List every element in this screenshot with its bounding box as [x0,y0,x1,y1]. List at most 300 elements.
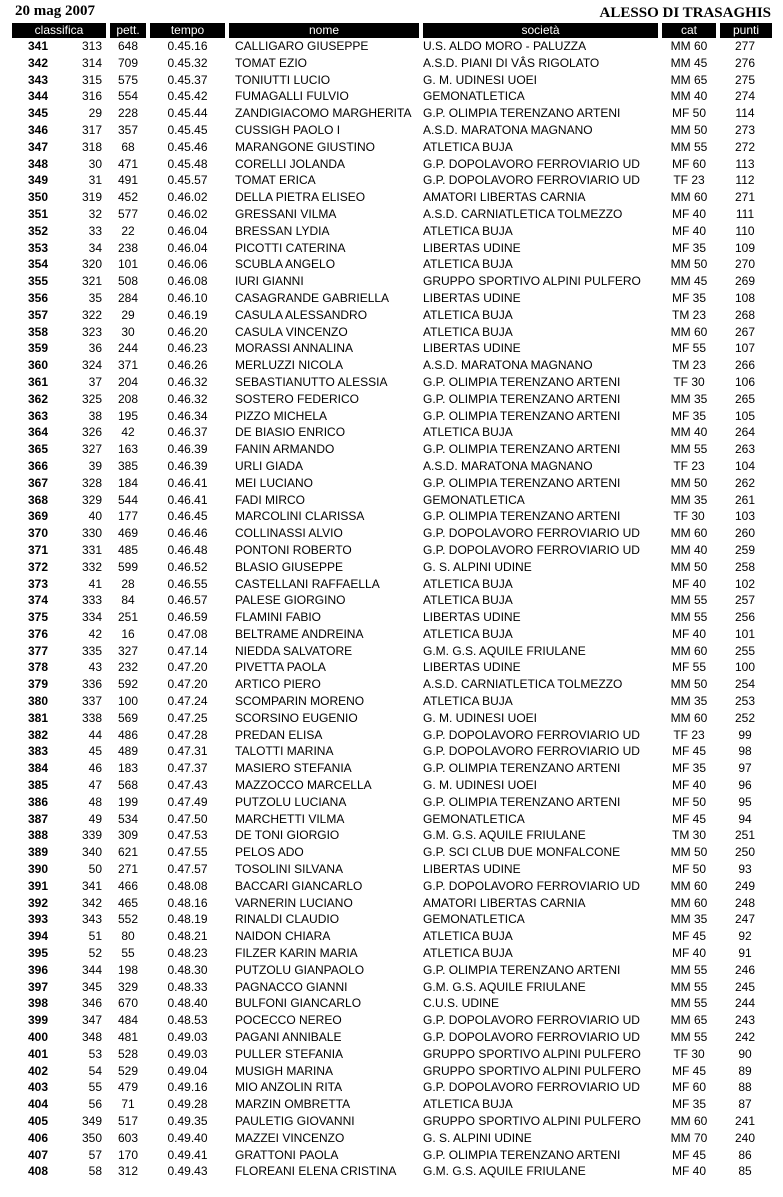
finish-time: 0.49.40 [167,1130,208,1145]
bib-number: 465 [117,895,139,910]
category-rank: 332 [81,559,102,574]
category-rank: 348 [81,1030,102,1045]
finish-time: 0.46.46 [167,526,208,541]
overall-rank: 405 [27,1114,49,1128]
bib-number: 529 [117,1063,139,1078]
category-rank: 324 [81,358,102,373]
table-row [12,307,772,324]
athlete-name: SCORSINO EUGENIO [235,710,358,725]
bib-number: 28 [121,576,135,591]
club-name: ATLETICA BUJA [423,139,513,154]
bib-number: 71 [121,1097,135,1112]
category-rank: 32 [88,206,102,221]
athlete-name: MARZIN OMBRETTA [235,1097,351,1112]
category: MM 50 [670,845,708,860]
category-rank: 333 [81,593,102,608]
category-rank: 323 [81,324,102,339]
points: 97 [738,761,752,776]
points: 112 [735,173,755,188]
bib-number: 385 [117,458,139,473]
finish-time: 0.46.39 [167,458,208,473]
table-row [12,475,772,492]
finish-time: 0.48.33 [167,979,208,994]
points: 94 [738,811,752,826]
finish-time: 0.47.14 [167,643,208,658]
overall-rank: 387 [27,811,49,826]
table-row [12,72,772,89]
overall-rank: 379 [27,677,49,692]
points: 264 [734,425,756,440]
finish-time: 0.46.45 [167,509,208,524]
points: 91 [738,946,752,961]
points: 242 [734,1030,756,1045]
table-row [12,408,772,425]
category-rank: 345 [81,979,102,994]
overall-rank: 361 [27,374,49,389]
points: 274 [734,89,756,104]
athlete-name: RINALDI CLAUDIO [235,912,340,927]
table-row [12,88,772,105]
category-rank: 35 [88,290,102,305]
athlete-name: TOMAT ERICA [235,173,316,188]
category: MM 50 [670,257,708,272]
bib-number: 183 [117,761,139,776]
overall-rank: 371 [27,542,49,557]
points: 240 [734,1130,756,1145]
bib-number: 208 [117,391,139,406]
finish-time: 0.45.37 [167,72,208,87]
table-row [12,1163,772,1180]
club-name: C.U.S. UDINE [423,996,500,1011]
overall-rank: 380 [27,694,49,709]
bib-number: 100 [117,694,139,709]
overall-rank: 383 [27,744,49,759]
category: MF 40 [671,223,706,238]
overall-rank: 393 [27,912,49,927]
club-name: A.S.D. MARATONA MAGNANO [423,358,593,373]
overall-rank: 350 [27,190,49,205]
category-rank: 331 [81,542,102,557]
points: 90 [738,1046,752,1061]
points: 259 [734,542,756,557]
athlete-name: FUMAGALLI FULVIO [235,89,349,104]
athlete-name: NIEDDA SALVATORE [235,643,353,658]
table-row [12,156,772,173]
table-row [12,1046,772,1063]
points: 273 [734,122,756,137]
finish-time: 0.46.55 [167,576,208,591]
finish-time: 0.45.16 [167,39,208,53]
bib-number: 491 [117,173,139,188]
table-row [12,424,772,441]
bib-number: 479 [117,1080,139,1095]
category: MM 60 [670,39,708,53]
table-row [12,760,772,777]
table-row [12,844,772,861]
club-name: G.P. OLIMPIA TERENZANO ARTENI [423,475,621,490]
overall-rank: 382 [27,727,49,742]
points: 269 [734,274,756,289]
category-rank: 346 [81,996,102,1011]
bib-number: 177 [117,509,139,524]
points: 251 [734,828,756,843]
category-rank: 326 [81,425,102,440]
table-row [12,693,772,710]
finish-time: 0.47.31 [167,744,208,759]
bib-number: 357 [117,122,139,137]
athlete-name: GRATTONI PAOLA [235,1147,339,1162]
category: MF 45 [671,811,706,826]
finish-time: 0.46.32 [167,374,208,389]
category-rank: 57 [88,1147,102,1162]
points: 272 [734,139,756,154]
overall-rank: 367 [27,475,49,490]
category: MF 40 [671,946,706,961]
table-row [12,928,772,945]
category-rank: 344 [81,962,102,977]
bib-number: 648 [117,39,139,53]
table-row [12,979,772,996]
category-rank: 347 [81,1013,102,1028]
finish-time: 0.46.41 [167,475,208,490]
category-rank: 334 [81,610,102,625]
table-row [12,223,772,240]
category-rank: 41 [88,576,102,591]
bib-number: 30 [121,324,135,339]
bib-number: 599 [117,559,139,574]
table-row [12,139,772,156]
finish-time: 0.45.46 [167,139,208,154]
overall-rank: 377 [27,643,49,658]
finish-time: 0.46.02 [167,190,208,205]
finish-time: 0.48.19 [167,912,208,927]
athlete-name: FADI MIRCO [235,492,306,507]
athlete-name: BELTRAME ANDREINA [235,626,364,641]
club-name: U.S. ALDO MORO - PALUZZA [423,39,587,53]
points: 247 [734,912,756,927]
overall-rank: 398 [27,996,49,1011]
points: 270 [734,257,756,272]
table-row [12,324,772,341]
finish-time: 0.47.24 [167,694,208,709]
athlete-name: MUSIGH MARINA [235,1063,334,1078]
overall-rank: 392 [27,895,49,910]
bib-number: 603 [117,1130,139,1145]
club-name: ATLETICA BUJA [423,576,513,591]
points: 249 [734,878,756,893]
race-title: ALESSO DI TRASAGHIS [599,5,771,21]
bib-number: 469 [117,526,139,541]
table-row [12,122,772,139]
table-row [12,1063,772,1080]
category-rank: 39 [88,458,102,473]
points: 108 [734,290,756,305]
table-row [12,576,772,593]
points: 250 [734,845,756,860]
club-name: A.S.D. MARATONA MAGNANO [423,122,593,137]
bib-number: 84 [121,593,135,608]
category-rank: 335 [81,643,102,658]
overall-rank: 355 [27,274,49,289]
table-row [12,1029,772,1046]
club-name: GEMONATLETICA [423,811,525,826]
category-rank: 339 [81,828,102,843]
finish-time: 0.45.45 [167,122,208,137]
club-name: GRUPPO SPORTIVO ALPINI PULFERO [423,1063,641,1078]
overall-rank: 343 [27,72,49,87]
category-rank: 320 [81,257,102,272]
table-row [12,777,772,794]
category-rank: 349 [81,1114,102,1128]
table-row [12,256,772,273]
category: TM 23 [671,358,706,373]
points: 276 [734,55,756,70]
club-name: GEMONATLETICA [423,912,525,927]
finish-time: 0.46.32 [167,391,208,406]
category: MM 50 [670,122,708,137]
category: MM 70 [670,1130,708,1145]
bib-number: 204 [117,374,139,389]
athlete-name: MEI LUCIANO [235,475,314,490]
category: TF 23 [673,458,705,473]
bib-number: 29 [121,307,135,322]
category: MM 50 [670,677,708,692]
overall-rank: 349 [27,173,49,188]
overall-rank: 403 [27,1080,49,1095]
athlete-name: TONIUTTI LUCIO [235,72,331,87]
bib-number: 329 [117,979,139,994]
table-row [12,492,772,509]
category: TF 30 [673,1046,705,1061]
category: MM 40 [670,425,708,440]
points: 114 [735,106,755,121]
category-rank: 36 [88,341,102,356]
athlete-name: CASTELLANI RAFFAELLA [235,576,380,591]
category: MM 45 [670,55,708,70]
table-row [12,525,772,542]
finish-time: 0.46.02 [167,206,208,221]
table-row [12,1079,772,1096]
table-row [12,340,772,357]
bib-number: 55 [121,946,135,961]
club-name: ATLETICA BUJA [423,307,513,322]
category-rank: 316 [81,89,102,104]
col-header-punti: punti [718,23,772,38]
club-name: G.P. DOPOLAVORO FERROVIARIO UD [423,173,640,188]
category: MM 55 [670,442,708,457]
finish-time: 0.48.08 [167,878,208,893]
finish-time: 0.47.08 [167,626,208,641]
bib-number: 101 [117,257,139,272]
col-header-classifica: classifica [12,23,108,38]
club-name: G.M. G.S. AQUILE FRIULANE [423,643,586,658]
points: 257 [734,593,756,608]
category-rank: 58 [88,1164,102,1179]
finish-time: 0.46.19 [167,307,208,322]
category-rank: 37 [88,374,102,389]
col-header-pett: pett. [108,23,148,38]
finish-time: 0.47.55 [167,845,208,860]
finish-time: 0.46.59 [167,610,208,625]
points: 263 [734,442,756,457]
finish-time: 0.46.41 [167,492,208,507]
bib-number: 484 [117,1013,139,1028]
athlete-name: CORELLI JOLANDA [235,156,346,171]
finish-time: 0.47.37 [167,761,208,776]
overall-rank: 353 [27,240,49,255]
finish-time: 0.48.21 [167,929,208,944]
category: TM 23 [671,307,706,322]
points: 99 [738,727,752,742]
col-header-nome: nome [227,23,421,38]
category: MM 45 [670,274,708,289]
club-name: A.S.D. CARNIATLETICA TOLMEZZO [423,677,623,692]
table-row [12,1147,772,1164]
category: MM 40 [670,89,708,104]
table-row [12,911,772,928]
category: MM 35 [670,492,708,507]
club-name: G.P. SCI CLUB DUE MONFALCONE [423,845,621,860]
overall-rank: 388 [27,828,49,843]
athlete-name: PALESE GIORGINO [235,593,346,608]
overall-rank: 391 [27,878,49,893]
category-rank: 329 [81,492,102,507]
finish-time: 0.46.10 [167,290,208,305]
category: MM 55 [670,996,708,1011]
category: MM 60 [670,878,708,893]
finish-time: 0.47.49 [167,794,208,809]
points: 241 [734,1114,756,1128]
category: MF 45 [671,1147,706,1162]
club-name: GEMONATLETICA [423,492,525,507]
category-rank: 328 [81,475,102,490]
finish-time: 0.46.08 [167,274,208,289]
table-row [12,559,772,576]
athlete-name: ARTICO PIERO [235,677,321,692]
overall-rank: 362 [27,391,49,406]
table-row [12,710,772,727]
overall-rank: 395 [27,946,49,961]
table-row [12,945,772,962]
club-name: G.P. DOPOLAVORO FERROVIARIO UD [423,156,640,171]
category: TF 23 [673,173,705,188]
points: 258 [734,559,756,574]
athlete-name: PAGANI ANNIBALE [235,1030,342,1045]
athlete-name: SOSTERO FEDERICO [235,391,360,406]
points: 252 [734,710,756,725]
club-name: A.S.D. MARATONA MAGNANO [423,458,593,473]
category: MF 40 [671,576,706,591]
table-row [12,542,772,559]
bib-number: 481 [117,1030,139,1045]
category-rank: 318 [81,139,102,154]
table-row [12,172,772,189]
points: 253 [734,694,756,709]
finish-time: 0.47.28 [167,727,208,742]
bib-number: 569 [117,710,139,725]
club-name: G.P. DOPOLAVORO FERROVIARIO UD [423,727,640,742]
category: MM 50 [670,559,708,574]
finish-time: 0.46.04 [167,240,208,255]
table-row [12,1012,772,1029]
category-rank: 325 [81,391,102,406]
athlete-name: MARCOLINI CLARISSA [235,509,365,524]
athlete-name: SCOMPARIN MORENO [235,694,365,709]
col-header-cat: cat [660,23,718,38]
bib-number: 312 [117,1164,139,1179]
points: 267 [734,324,756,339]
finish-time: 0.49.35 [167,1114,208,1128]
category-rank: 338 [81,710,102,725]
points: 87 [738,1097,752,1112]
club-name: G. M. UDINESI UOEI [423,778,538,793]
athlete-name: CALLIGARO GIUSEPPE [235,39,369,53]
points: 104 [734,458,756,473]
overall-rank: 386 [27,794,49,809]
category: MM 60 [670,190,708,205]
category: MF 50 [671,794,706,809]
table-row [12,38,772,55]
category-rank: 49 [88,811,102,826]
bib-number: 471 [117,156,139,171]
club-name: ATLETICA BUJA [423,425,513,440]
category: MF 45 [671,744,706,759]
bib-number: 508 [117,274,139,289]
athlete-name: URLI GIADA [235,458,304,473]
finish-time: 0.45.48 [167,156,208,171]
table-row [12,240,772,257]
category-rank: 314 [81,55,102,70]
category-rank: 40 [88,509,102,524]
table-row [12,878,772,895]
bib-number: 544 [117,492,139,507]
category-rank: 30 [88,156,102,171]
points: 262 [734,475,756,490]
finish-time: 0.46.34 [167,408,208,423]
athlete-name: PREDAN ELISA [235,727,323,742]
athlete-name: DE TONI GIORGIO [235,828,340,843]
athlete-name: TOMAT EZIO [235,55,308,70]
overall-rank: 389 [27,845,49,860]
points: 245 [734,979,756,994]
overall-rank: 344 [27,89,49,104]
category-rank: 337 [81,694,102,709]
bib-number: 309 [117,828,139,843]
table-row [12,458,772,475]
finish-time: 0.48.23 [167,946,208,961]
category: MM 55 [670,593,708,608]
category-rank: 321 [81,274,102,289]
club-name: ATLETICA BUJA [423,324,513,339]
points: 88 [738,1080,752,1095]
category-rank: 330 [81,526,102,541]
category-rank: 340 [81,845,102,860]
category: MM 60 [670,710,708,725]
finish-time: 0.46.48 [167,542,208,557]
category-rank: 350 [81,1130,102,1145]
table-row [12,55,772,72]
overall-rank: 347 [27,139,49,154]
athlete-name: MASIERO STEFANIA [235,761,352,776]
points: 275 [734,72,756,87]
finish-time: 0.48.40 [167,996,208,1011]
category: MF 35 [671,290,706,305]
bib-number: 489 [117,744,139,759]
athlete-name: TALOTTI MARINA [235,744,334,759]
athlete-name: BRESSAN LYDIA [235,223,330,238]
table-row [12,273,772,290]
overall-rank: 359 [27,341,49,356]
